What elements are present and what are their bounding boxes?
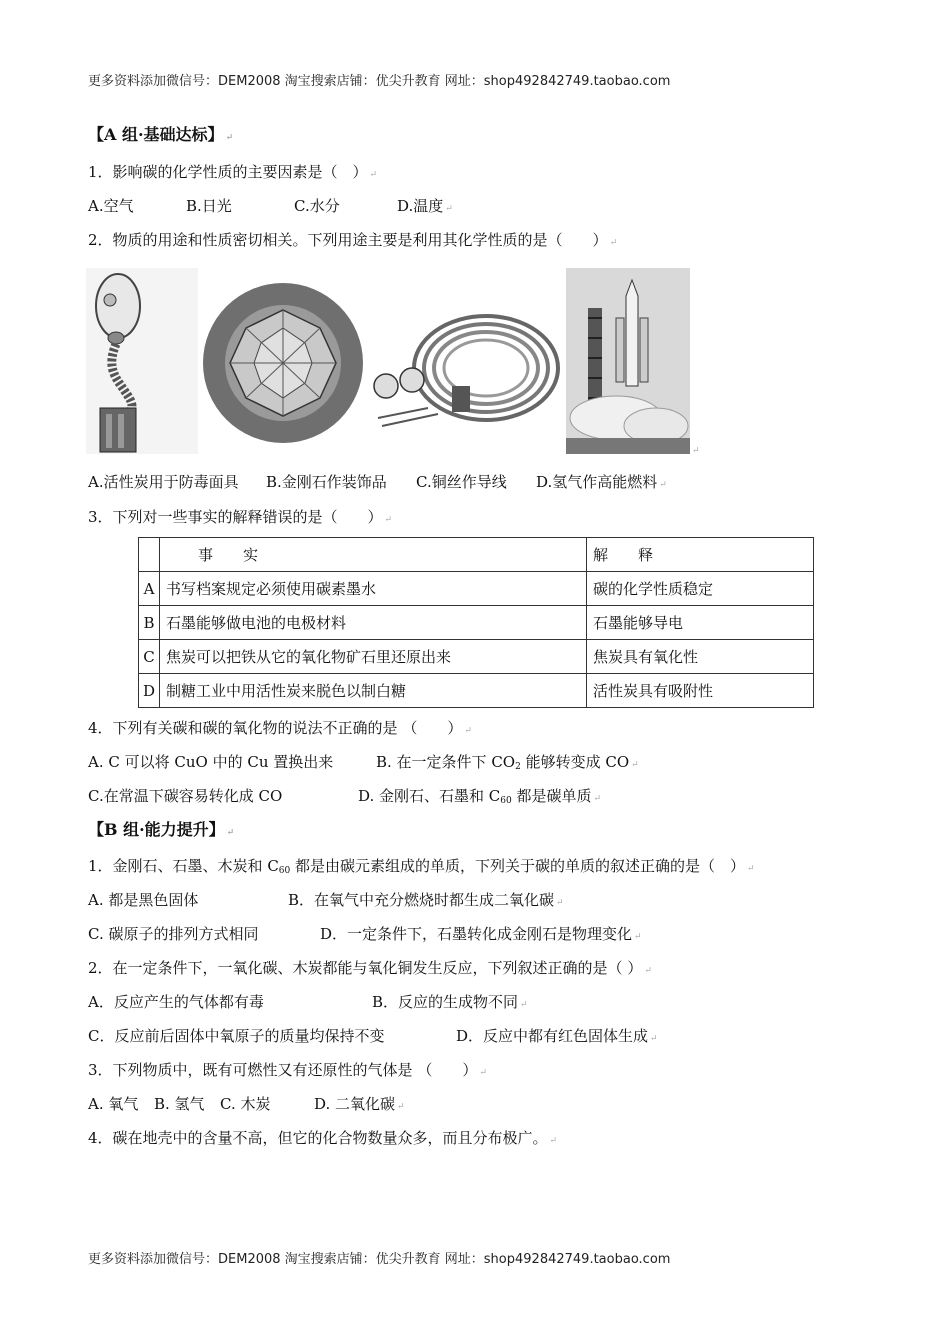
page-header: 更多资料添加微信号：DEM2008 淘宝搜索店铺：优尖升教育 网址：shop492842749.taobao.com xyxy=(88,74,671,89)
table-row: B 石墨能够做电池的电极材料 石墨能够导电 xyxy=(139,606,814,640)
table-row: A 书写档案规定必须使用碳素墨水 碳的化学性质稳定 xyxy=(139,572,814,606)
gas-mask-picture xyxy=(86,268,198,454)
section-b-title: 【B 组·能力提升】 ↵ xyxy=(88,820,235,839)
question-a2-options: A.活性炭用于防毒面具 B.金刚石作装饰品 C.铜丝作导线 D.氢气作高能燃料 ↵ xyxy=(88,473,667,491)
page-footer: 更多资料添加微信号：DEM2008 淘宝搜索店铺：优尖升教育 网址：shop492842749.taobao.com xyxy=(88,1252,671,1267)
diamond-picture xyxy=(200,268,366,454)
facts-table xyxy=(138,537,814,708)
question-a4-options-ab: A. C 可以将 CuO 中的 Cu 置换出来 B. 在一定条件下 $CO_2$ 能够转变成 CO ↵ xyxy=(88,753,639,772)
question-a3: 3．下列对一些事实的解释错误的是（ ） ↵ xyxy=(88,508,393,526)
question-a4: 4．下列有关碳和碳的氧化物的说法不正确的是 （ ） ↵ xyxy=(88,719,472,737)
table-row: D 制糖工业中用活性炭来脱色以制白糖 活性炭具有吸附性 xyxy=(139,674,814,708)
question-a1-options: A.空气 B.日光 C.水分 D.温度 ↵ xyxy=(88,197,453,215)
question-b2: 2．在一定条件下，一氧化碳、木炭都能与氧化铜发生反应，下列叙述正确的是（ ） ↵ xyxy=(88,959,652,977)
question-a1: 1．影响碳的化学性质的主要因素是（ ） ↵ xyxy=(88,163,378,181)
question-b3: 3．下列物质中，既有可燃性又有还原性的气体是 （ ） ↵ xyxy=(88,1061,487,1079)
table-row: C 焦炭可以把铁从它的氧化物矿石里还原出来 焦炭具有氧化性 xyxy=(139,640,814,674)
question-b3-options: A. 氧气 B. 氢气 C. 木炭 D. 二氧化碳 ↵ xyxy=(88,1095,405,1113)
question-a2: 2．物质的用途和性质密切相关。下列用途主要是利用其化学性质的是（ ） ↵ xyxy=(88,231,618,249)
question-b2-options-ab: A．反应产生的气体都有毒 B．反应的生成物不同 ↵ xyxy=(88,993,528,1011)
picture-mark: ↵ xyxy=(692,446,700,456)
question-b1: 1．金刚石、石墨、木炭和 $C_{60}$ 都是由碳元素组成的单质，下列关于碳的单质的叙述正确的是（ ） ↵ xyxy=(88,857,755,876)
table-header-row: 事 实 解 释 xyxy=(139,538,814,572)
section-a-title: 【A 组·基础达标】 ↵ xyxy=(88,125,234,144)
copper-wire-picture xyxy=(368,268,564,454)
rocket-launch-picture xyxy=(566,268,690,454)
question-a4-options-cd: C.在常温下碳容易转化成 CO D. 金刚石、石墨和 $C_{60}$ 都是碳单质 ↵ xyxy=(88,787,602,806)
question-b1-options-ab: A. 都是黑色固体 B．在氧气中充分燃烧时都生成二氧化碳 ↵ xyxy=(88,891,564,909)
question-b4: 4．碳在地壳中的含量不高，但它的化合物数量众多，而且分布极广。 ↵ xyxy=(88,1129,558,1147)
question-b2-options-cd: C．反应前后固体中氧原子的质量均保持不变 D．反应中都有红色固体生成 ↵ xyxy=(88,1027,658,1045)
question-b1-options-cd: C. 碳原子的排列方式相同 D．一定条件下，石墨转化成金刚石是物理变化 ↵ xyxy=(88,925,642,943)
